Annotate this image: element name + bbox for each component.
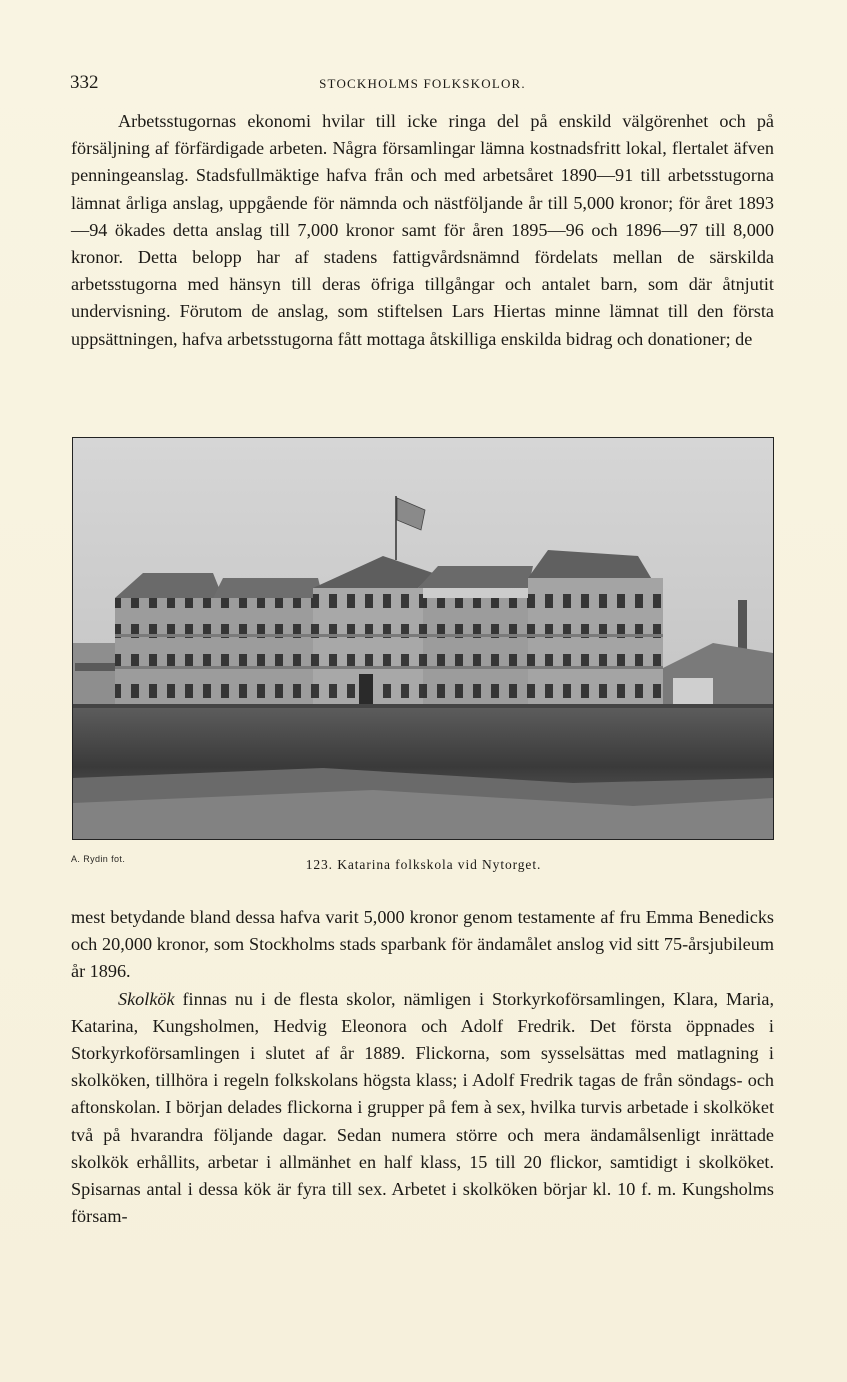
paragraph-arbetsstugor: Arbetsstugornas ekonomi hvilar till icke ringa del på enskild välgörenhet och på försäljning af förfärdigade arbeten. Några församlingar lämna kostnadsfritt lokal, flertalet äfven penningeanslag. Stadsfullmäktige hafva från och med arbetsåret 1890—91 till arbetsstugorna lämnat årliga anslag, uppgående för nämnda och nästföljande år till 5,000 kronor; för året 1893—94 ökades detta anslag till 7,000 kronor samt för åren 1895—96 och 1896—97 till 8,000 kronor. Detta belopp har af stadens fattigvårdsnämnd fördelats mellan de särskilda arbetsstugorna med hänsyn till deras öfriga tillgångar och antalet barn, som där åtnjutit undervisning. Förutom de anslag, som stiftelsen Lars Hiertas minne lämnat till den första uppsättningen, hafva arbetsstugorna fått mottaga åtskilliga enskilda bidrag och donationer; de [71,111,774,349]
figure-photo-katarina-school [72,437,774,840]
page-number: 332 [70,72,99,93]
page-header [70,72,775,96]
school-building-illustration [73,438,773,839]
house-left [73,643,121,708]
skolkok-lead: Skolkök [118,988,175,1009]
photo-credit: A. Rydin fot. [71,854,126,864]
body-text-bottom [71,904,774,1230]
skolkok-text: finnas nu i de flesta skolor, nämligen i Storkyrkoförsamlingen, Klara, Maria, Katarina, Kungsholmen, Hedvig Eleonora och Adolf Fredrik. Det första öppnades i Storkyrkoförsamlingen i slutet af år 1889. Flickorna, som sysselsättas med matlagning i skolköken, tillhöra i regeln folkskolans högsta klass; i Adolf Fredrik tagas de från söndags- och aftonskolan. I början delades flickorna i grupper på fem à sex, hvilka turvis arbetade i skolköket två på hvarandra följande dagar. Sedan numera större och mera ändamålsenligt inrättade skolkök erhållits, arbetar i allmänhet en half klass, 15 till 20 flickor, samtidigt i skolköket. Spisarnas antal i dessa kök är fyra till sex. Arbetet i skolköken börjar kl. 10 f. m. Kungsholms försam- [71,988,774,1227]
body-text-top [71,108,774,353]
figure-caption-text: 123. Katarina folkskola vid Nytorget. [305,857,542,872]
figure-caption [0,857,847,873]
fence [73,704,773,708]
paragraph-skolkok [71,986,774,1231]
main-building [115,550,663,708]
running-title: STOCKHOLMS FOLKSKOLOR. [319,76,526,91]
paragraph-continuation: mest betydande bland dessa hafva varit 5,000 kronor genom testamente af fru Emma Benedicks och 20,000 kronor, som Stockholms stads sparbank för ändamålet anslog vid sitt 75-årsjubileum år 1896. [71,907,774,982]
